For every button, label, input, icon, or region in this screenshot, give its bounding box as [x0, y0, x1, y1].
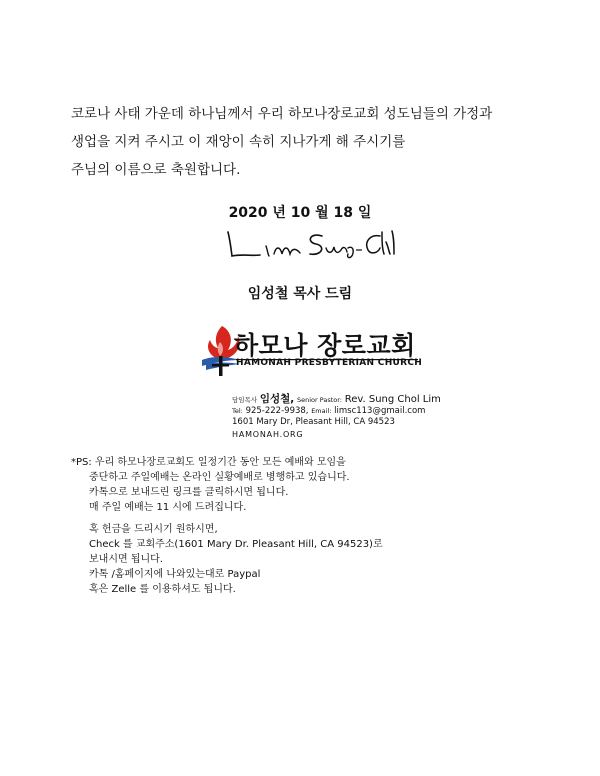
- ps-line-7: 보내시면 됩니다.: [89, 554, 163, 565]
- ps-line-4: 매 주일 예배는 11 시에 드려집니다.: [89, 502, 247, 513]
- sender-line: 임성철 목사 드림: [247, 286, 353, 302]
- pastor-name-ko: 임성철,: [259, 393, 295, 405]
- pastor-name-en: Rev. Sung Chol Lim: [344, 394, 441, 405]
- pastor-label-en: Senior Pastor:: [296, 396, 342, 404]
- logo-text-ko: 하모나 장로교회: [234, 331, 416, 360]
- letter-date: 2020 년 10 월 18 일: [228, 205, 372, 221]
- ps-section: [71, 455, 551, 597]
- pastor-label-ko: 담임목사: [232, 396, 258, 404]
- handwritten-signature: [222, 226, 398, 262]
- intro-line-3: 주님의 이름으로 축원합니다.: [71, 162, 241, 178]
- ps-line-6: Check 를 교회주소(1601 Mary Dr. Pleasant Hill, CA 94523)로: [89, 539, 383, 550]
- intro-line-1: 코로나 사태 가운데 하나님께서 우리 하모나장로교회 성도님들의 가정과: [71, 106, 493, 122]
- contact-block: [232, 394, 532, 440]
- intro-paragraph: [71, 100, 551, 184]
- ps-line-2: 중단하고 주일예배는 온라인 실황예배로 병행하고 있습니다.: [89, 472, 350, 483]
- tel-label: Tel:: [232, 407, 243, 415]
- logo-text-en: HAMONAH PRESBYTERIAN CHURCH: [236, 358, 423, 368]
- ps-line-9: 혹은 Zelle 를 이용하셔도 됩니다.: [89, 584, 236, 595]
- email-value: limsc113@gmail.com: [334, 406, 426, 416]
- website-line: HAMONAH.ORG: [232, 430, 304, 439]
- tel-email-line: [232, 406, 532, 417]
- email-label: Email:: [311, 407, 332, 415]
- ps-line-1: *PS: 우리 하모나장로교회도 일정기간 동안 모든 예배와 모임을: [71, 457, 346, 468]
- ps-line-8: 카톡 /홈페이지에 나와있는대로 Paypal: [89, 569, 261, 580]
- pastor-line: [232, 394, 532, 406]
- ps-line-5: 혹 헌금을 드리시기 원하시면,: [89, 524, 218, 535]
- tel-value: 925-222-9938,: [245, 406, 309, 416]
- intro-line-2: 생업을 지켜 주시고 이 재앙이 속히 지나가게 해 주시기를: [71, 134, 406, 150]
- address-line: 1601 Mary Dr, Pleasant Hill, CA 94523: [232, 417, 395, 427]
- ps-line-3: 카톡으로 보내드린 링크를 클릭하시면 됩니다.: [89, 487, 289, 498]
